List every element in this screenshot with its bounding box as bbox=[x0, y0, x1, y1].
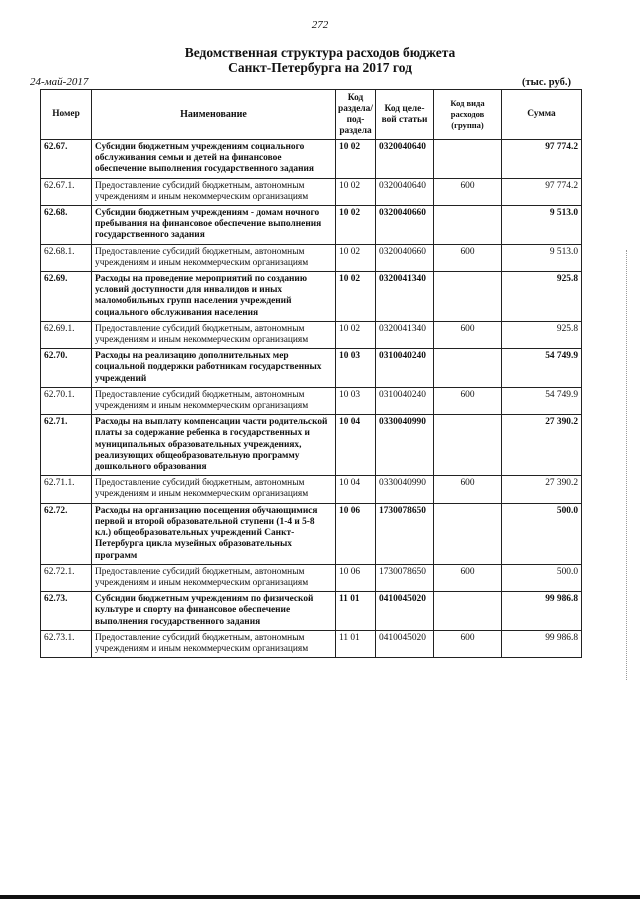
row-number: 62.69.1. bbox=[41, 321, 92, 348]
row-number: 62.72.1. bbox=[41, 564, 92, 591]
row-target-code: 0330040990 bbox=[376, 415, 434, 476]
table-row bbox=[41, 140, 582, 179]
row-target-code: 0410045020 bbox=[376, 592, 434, 631]
row-amount: 500.0 bbox=[502, 503, 582, 564]
row-section-code: 10 04 bbox=[336, 476, 376, 503]
table-row bbox=[41, 564, 582, 591]
scan-bottom-border bbox=[0, 895, 640, 899]
row-number: 62.70.1. bbox=[41, 387, 92, 414]
row-number: 62.71. bbox=[41, 415, 92, 476]
row-amount: 9 513.0 bbox=[502, 244, 582, 271]
row-target-code: 0320041340 bbox=[376, 321, 434, 348]
row-expense-type bbox=[434, 503, 502, 564]
row-section-code: 10 02 bbox=[336, 272, 376, 322]
row-name: Предоставление субсидий бюджетным, автономным учреждениям и иным некоммерческим организациям bbox=[92, 476, 336, 503]
row-amount: 99 986.8 bbox=[502, 630, 582, 657]
row-number: 62.70. bbox=[41, 349, 92, 388]
row-amount: 27 390.2 bbox=[502, 476, 582, 503]
row-expense-type: 600 bbox=[434, 178, 502, 205]
table-row bbox=[41, 321, 582, 348]
row-target-code: 1730078650 bbox=[376, 503, 434, 564]
table-row bbox=[41, 178, 582, 205]
row-amount: 97 774.2 bbox=[502, 140, 582, 179]
page-number: 272 bbox=[311, 19, 329, 31]
row-target-code: 0310040240 bbox=[376, 349, 434, 388]
row-amount: 99 986.8 bbox=[502, 592, 582, 631]
row-expense-type: 600 bbox=[434, 321, 502, 348]
row-expense-type: 600 bbox=[434, 564, 502, 591]
table-row bbox=[41, 592, 582, 631]
title-line-2: Санкт-Петербурга на 2017 год bbox=[228, 60, 412, 75]
header-number: Номер bbox=[41, 90, 92, 140]
row-amount: 54 749.9 bbox=[502, 349, 582, 388]
title-line-1: Ведомственная структура расходов бюджета bbox=[184, 45, 456, 60]
table-row bbox=[41, 387, 582, 414]
row-amount: 925.8 bbox=[502, 321, 582, 348]
header-amount: Сумма bbox=[502, 90, 582, 140]
row-expense-type: 600 bbox=[434, 244, 502, 271]
row-target-code: 0320040640 bbox=[376, 178, 434, 205]
row-name: Субсидии бюджетным учреждениям - домам ночного пребывания на финансовое обеспечение выполнения государственного задания bbox=[92, 206, 336, 245]
row-name: Субсидии бюджетным учреждениям по физической культуре и спорту на финансовое обеспечение выполнения государственного задания bbox=[92, 592, 336, 631]
row-number: 62.69. bbox=[41, 272, 92, 322]
row-expense-type bbox=[434, 272, 502, 322]
row-amount: 97 774.2 bbox=[502, 178, 582, 205]
row-expense-type bbox=[434, 349, 502, 388]
row-expense-type bbox=[434, 415, 502, 476]
row-name: Расходы на выплату компенсации части родительской платы за содержание ребенка в государственных и муниципальных образовательных учреждениях, реализующих общеобразовательную программу дошкольного образования bbox=[92, 415, 336, 476]
row-section-code: 10 03 bbox=[336, 349, 376, 388]
row-section-code: 11 01 bbox=[336, 592, 376, 631]
row-name: Предоставление субсидий бюджетным, автономным учреждениям и иным некоммерческим организациям bbox=[92, 387, 336, 414]
row-target-code: 0320041340 bbox=[376, 272, 434, 322]
row-number: 62.68.1. bbox=[41, 244, 92, 271]
row-target-code: 0410045020 bbox=[376, 630, 434, 657]
row-section-code: 10 02 bbox=[336, 178, 376, 205]
row-section-code: 10 02 bbox=[336, 321, 376, 348]
row-name: Предоставление субсидий бюджетным, автономным учреждениям и иным некоммерческим организациям bbox=[92, 178, 336, 205]
row-target-code: 0330040990 bbox=[376, 476, 434, 503]
row-number: 62.67. bbox=[41, 140, 92, 179]
table-row bbox=[41, 349, 582, 388]
row-expense-type bbox=[434, 206, 502, 245]
row-target-code: 0310040240 bbox=[376, 387, 434, 414]
row-expense-type: 600 bbox=[434, 476, 502, 503]
row-section-code: 10 06 bbox=[336, 503, 376, 564]
row-name: Субсидии бюджетным учреждениям социального обслуживания семьи и детей на финансовое обеспечение выполнения государственного задания bbox=[92, 140, 336, 179]
row-section-code: 10 02 bbox=[336, 206, 376, 245]
row-name: Расходы на реализацию дополнительных мер социальной поддержки работникам государственных учреждений bbox=[92, 349, 336, 388]
row-section-code: 10 04 bbox=[336, 415, 376, 476]
units-label: (тыс. руб.) bbox=[522, 77, 571, 88]
row-amount: 54 749.9 bbox=[502, 387, 582, 414]
row-name: Расходы на проведение мероприятий по созданию условий доступности для инвалидов и иных маломобильных групп населения учреждений социального обслуживания населения bbox=[92, 272, 336, 322]
document-date: 24-май-2017 bbox=[30, 76, 89, 88]
row-section-code: 11 01 bbox=[336, 630, 376, 657]
row-amount: 27 390.2 bbox=[502, 415, 582, 476]
header-section-code: Код раздела/ под-раздела bbox=[336, 90, 376, 140]
row-target-code: 1730078650 bbox=[376, 564, 434, 591]
row-target-code: 0320040660 bbox=[376, 244, 434, 271]
row-amount: 925.8 bbox=[502, 272, 582, 322]
row-name: Предоставление субсидий бюджетным, автономным учреждениям и иным некоммерческим организациям bbox=[92, 630, 336, 657]
row-section-code: 10 06 bbox=[336, 564, 376, 591]
row-name: Предоставление субсидий бюджетным, автономным учреждениям и иным некоммерческим организациям bbox=[92, 564, 336, 591]
row-number: 62.68. bbox=[41, 206, 92, 245]
row-expense-type: 600 bbox=[434, 387, 502, 414]
table-row bbox=[41, 503, 582, 564]
table-row bbox=[41, 206, 582, 245]
row-section-code: 10 03 bbox=[336, 387, 376, 414]
header-expense-type-code: Код вида расходов (группа) bbox=[434, 90, 502, 140]
row-section-code: 10 02 bbox=[336, 244, 376, 271]
row-number: 62.71.1. bbox=[41, 476, 92, 503]
table-row bbox=[41, 630, 582, 657]
table-header-row bbox=[41, 90, 582, 140]
row-number: 62.72. bbox=[41, 503, 92, 564]
header-target-code: Код целе-вой статьи bbox=[376, 90, 434, 140]
row-section-code: 10 02 bbox=[336, 140, 376, 179]
table-row bbox=[41, 244, 582, 271]
row-amount: 9 513.0 bbox=[502, 206, 582, 245]
table-row bbox=[41, 272, 582, 322]
row-expense-type bbox=[434, 592, 502, 631]
row-expense-type: 600 bbox=[434, 630, 502, 657]
row-target-code: 0320040640 bbox=[376, 140, 434, 179]
row-name: Расходы на организацию посещения обучающимися первой и второй образовательной ступени (1-4 и 5-8 кл.) общеобразовательных учреждений Санкт-Петербурга цикла музейных образовательных программ bbox=[92, 503, 336, 564]
row-name: Предоставление субсидий бюджетным, автономным учреждениям и иным некоммерческим организациям bbox=[92, 244, 336, 271]
row-name: Предоставление субсидий бюджетным, автономным учреждениям и иным некоммерческим организациям bbox=[92, 321, 336, 348]
table-row bbox=[41, 415, 582, 476]
row-amount: 500.0 bbox=[502, 564, 582, 591]
document-title bbox=[0, 45, 640, 75]
row-target-code: 0320040660 bbox=[376, 206, 434, 245]
table-row bbox=[41, 476, 582, 503]
row-number: 62.73. bbox=[41, 592, 92, 631]
row-number: 62.73.1. bbox=[41, 630, 92, 657]
table-body bbox=[41, 140, 582, 658]
budget-table bbox=[40, 89, 582, 658]
scan-edge-marks bbox=[626, 250, 628, 680]
row-number: 62.67.1. bbox=[41, 178, 92, 205]
row-expense-type bbox=[434, 140, 502, 179]
header-name: Наименование bbox=[92, 90, 336, 140]
